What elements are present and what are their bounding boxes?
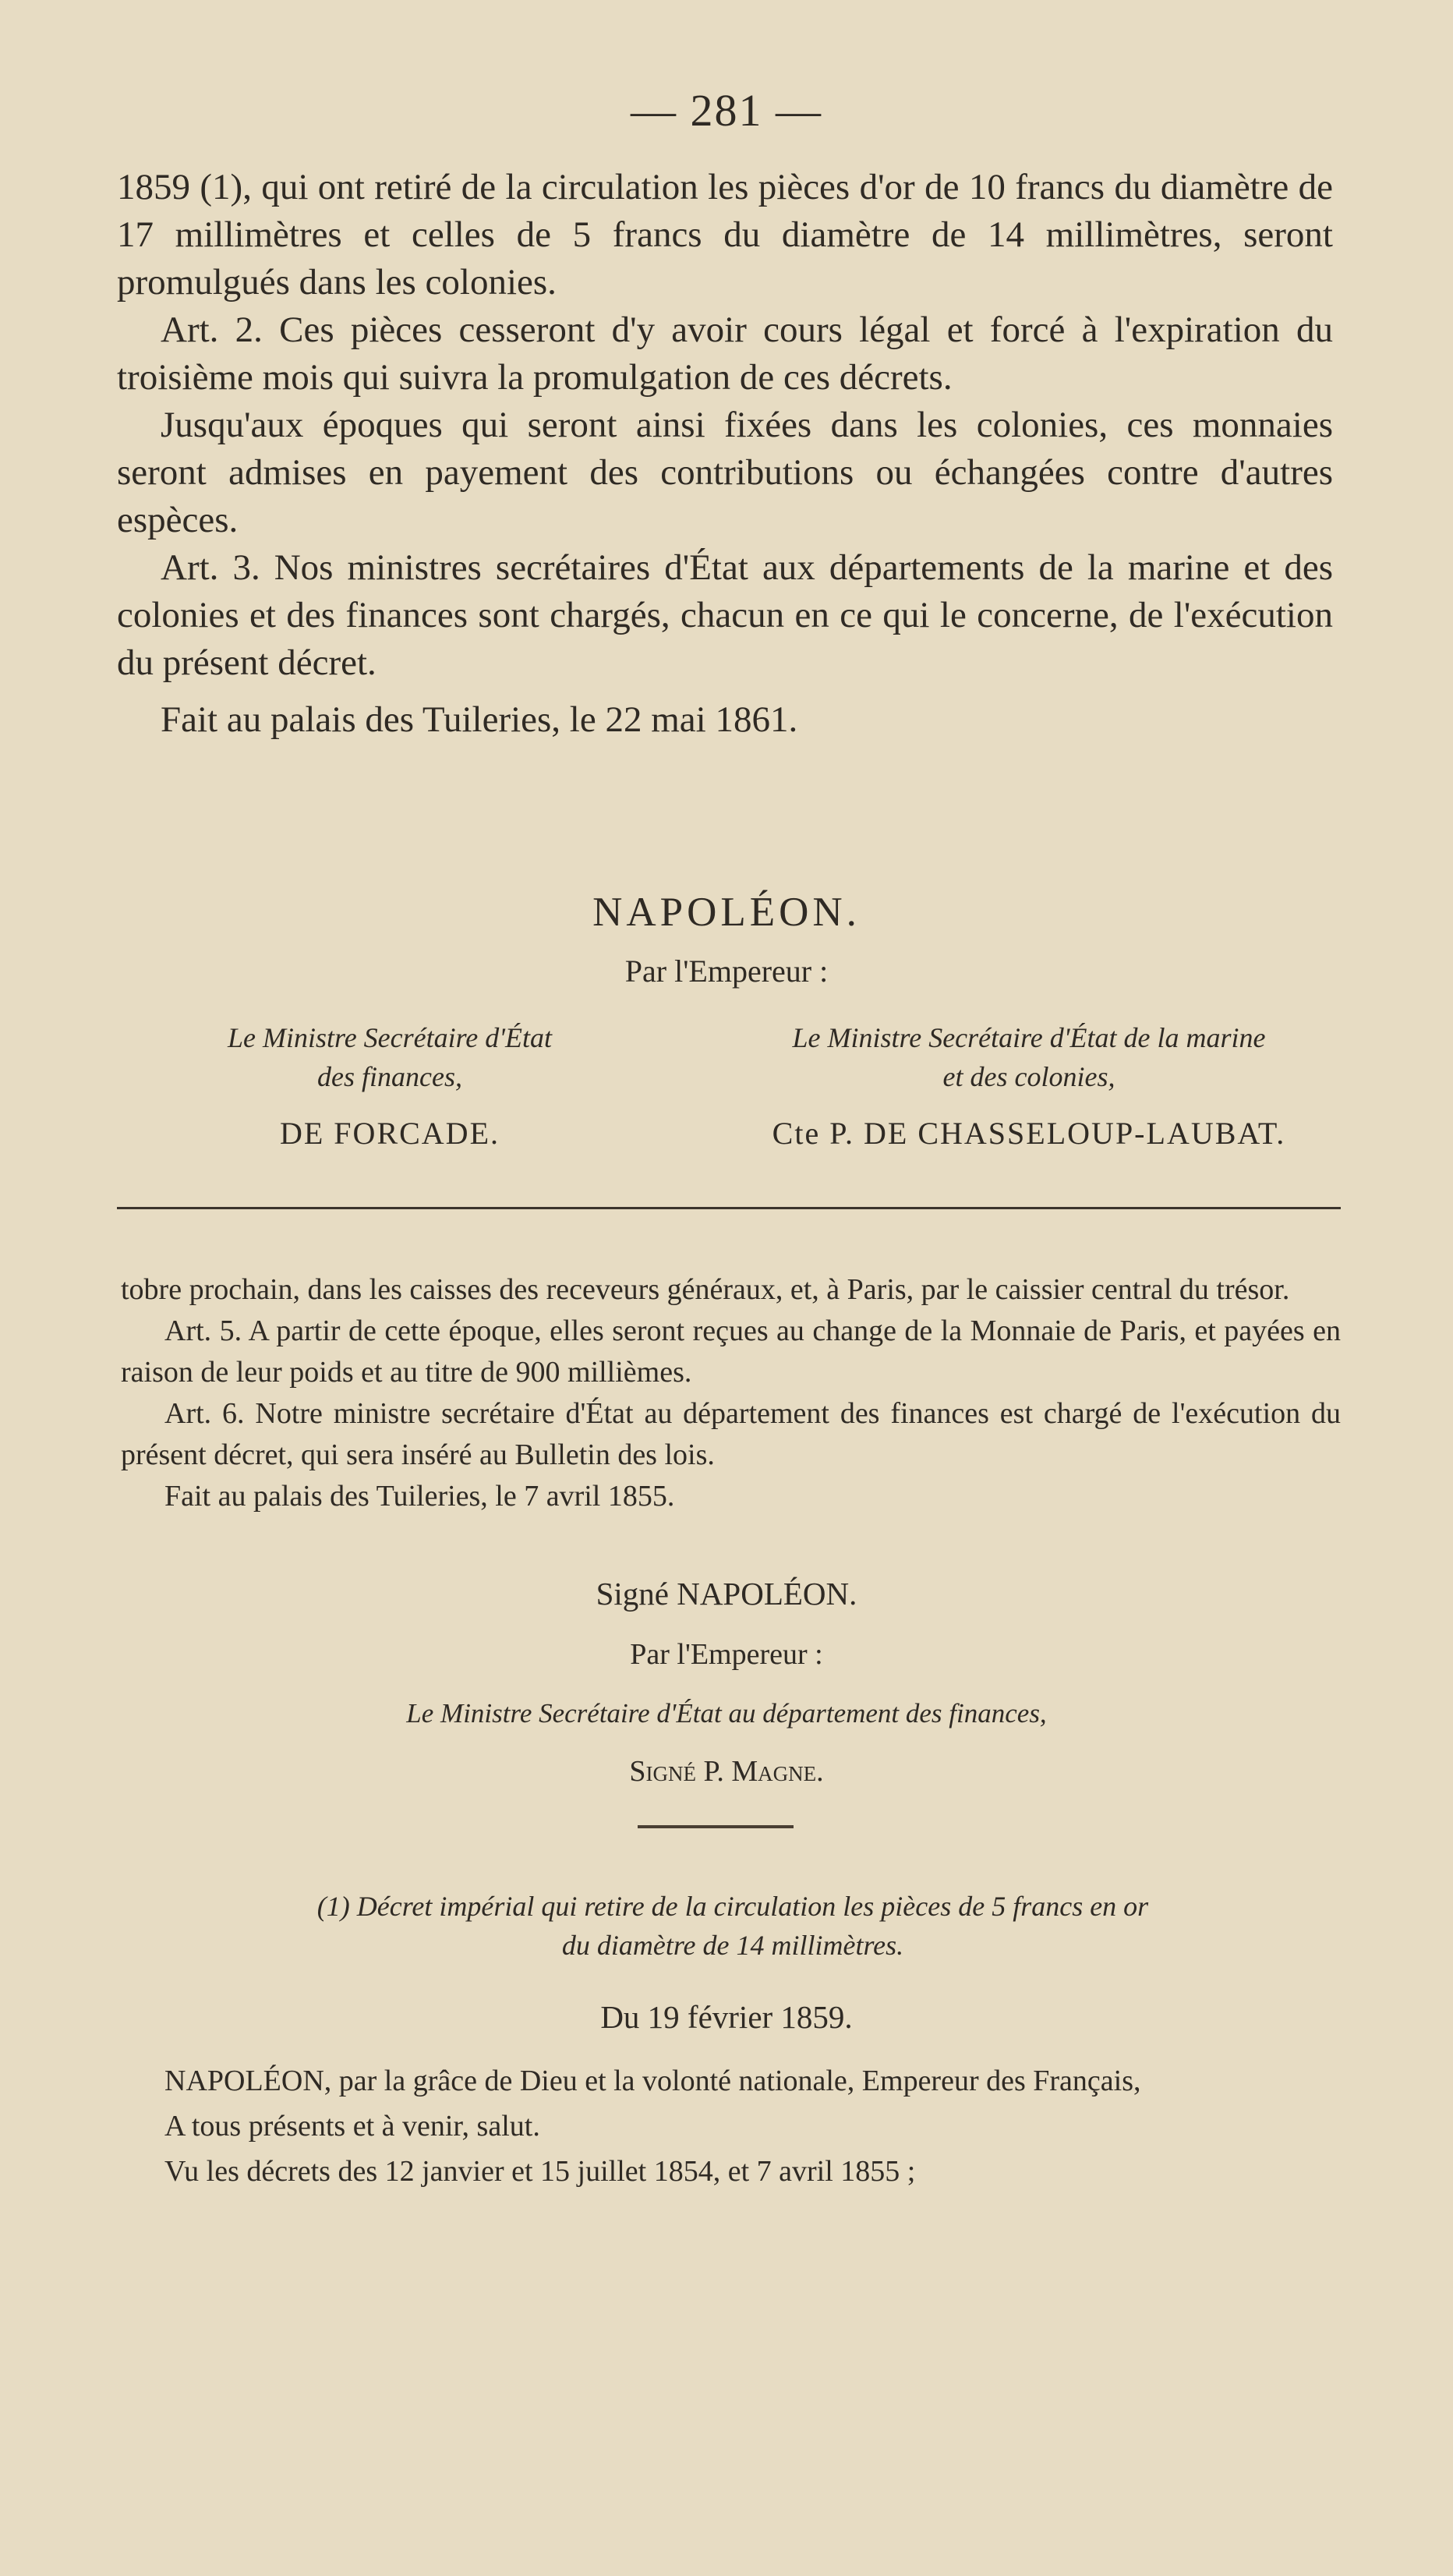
footnote-body (121, 2058, 1341, 2194)
left-minister-name: DE FORCADE. (279, 1116, 500, 1151)
lower-paragraph-art-5: Art. 5. A partir de cette époque, elles seront reçues au change de la Monnaie de Paris, et payées en raison de leur poids et au titre de 900 millièmes. (121, 1315, 1341, 1389)
page-number: — 281 — (631, 85, 822, 136)
paragraph-fait: Fait au palais des Tuileries, le 22 mai 1861. (161, 699, 798, 740)
footnote-preamble: NAPOLÉON, par la grâce de Dieu et la volonté nationale, Empereur des Français, (164, 2065, 1141, 2097)
footnote-salut: A tous présents et à venir, salut. (164, 2110, 540, 2143)
signature-napoleon: NAPOLÉON. (592, 890, 861, 935)
footnote-date: Du 19 février 1859. (600, 1999, 853, 2035)
paragraph-art-3: Art. 3. Nos ministres secrétaires d'État aux départements de la marine et des colonies et des finances sont chargés, chacun en ce qui le concerne, de l'exécution du présent décret. (117, 547, 1333, 683)
lower-paragraph-fait: Fait au palais des Tuileries, le 7 avril 1855. (164, 1480, 675, 1513)
paragraph-3: Jusqu'aux époques qui seront ainsi fixées dans les colonies, ces monnaies seront admises en payement des contributions ou échangées contre d'autres espèces. (117, 405, 1333, 540)
lower-signature: Signé NAPOLÉON. (596, 1576, 857, 1612)
footnote-decree-title: (1) Décret impérial qui retire de la circulation les pièces de 5 francs en or du diamètre de 14 millimètres. (316, 1891, 1149, 1961)
footnote-vu: Vu les décrets des 12 janvier et 15 juillet 1854, et 7 avril 1855 ; (164, 2155, 916, 2188)
par-empereur: Par l'Empereur : (624, 954, 829, 989)
upper-decree-text (117, 164, 1333, 744)
right-minister-title: Le Ministre Secrétaire d'État de la marine et des colonies, (792, 1022, 1266, 1092)
lower-paragraph-art-6: Art. 6. Notre ministre secrétaire d'État au département des finances est chargé de l'exécution du présent décret, qui sera inséré au Bulletin des lois. (121, 1397, 1341, 1471)
paragraph-1: 1859 (1), qui ont retiré de la circulation les pièces d'or de 10 francs du diamètre de 17 millimètres et celles de 5 francs du diamètre de 14 millimètres, seront promulgués dans les colonies. (117, 167, 1333, 303)
lower-minister-title: Le Ministre Secrétaire d'État au département des finances, (406, 1698, 1047, 1729)
section-divider (117, 1207, 1341, 1209)
lower-decree-text (121, 1269, 1341, 1517)
paragraph-art-2: Art. 2. Ces pièces cesseront d'y avoir cours légal et forcé à l'expiration du troisième mois qui suivra la promulgation de ces décrets. (117, 310, 1333, 398)
short-divider (638, 1825, 794, 1828)
right-minister-name: Cte P. DE CHASSELOUP-LAUBAT. (772, 1116, 1286, 1151)
lower-par-empereur: Par l'Empereur : (630, 1638, 823, 1671)
lower-signature-magne: Signé P. Magne. (629, 1755, 824, 1788)
left-minister-title: Le Ministre Secrétaire d'État des finances, (228, 1022, 552, 1092)
lower-paragraph-1: tobre prochain, dans les caisses des receveurs généraux, et, à Paris, par le caissier central du trésor. (121, 1273, 1290, 1306)
